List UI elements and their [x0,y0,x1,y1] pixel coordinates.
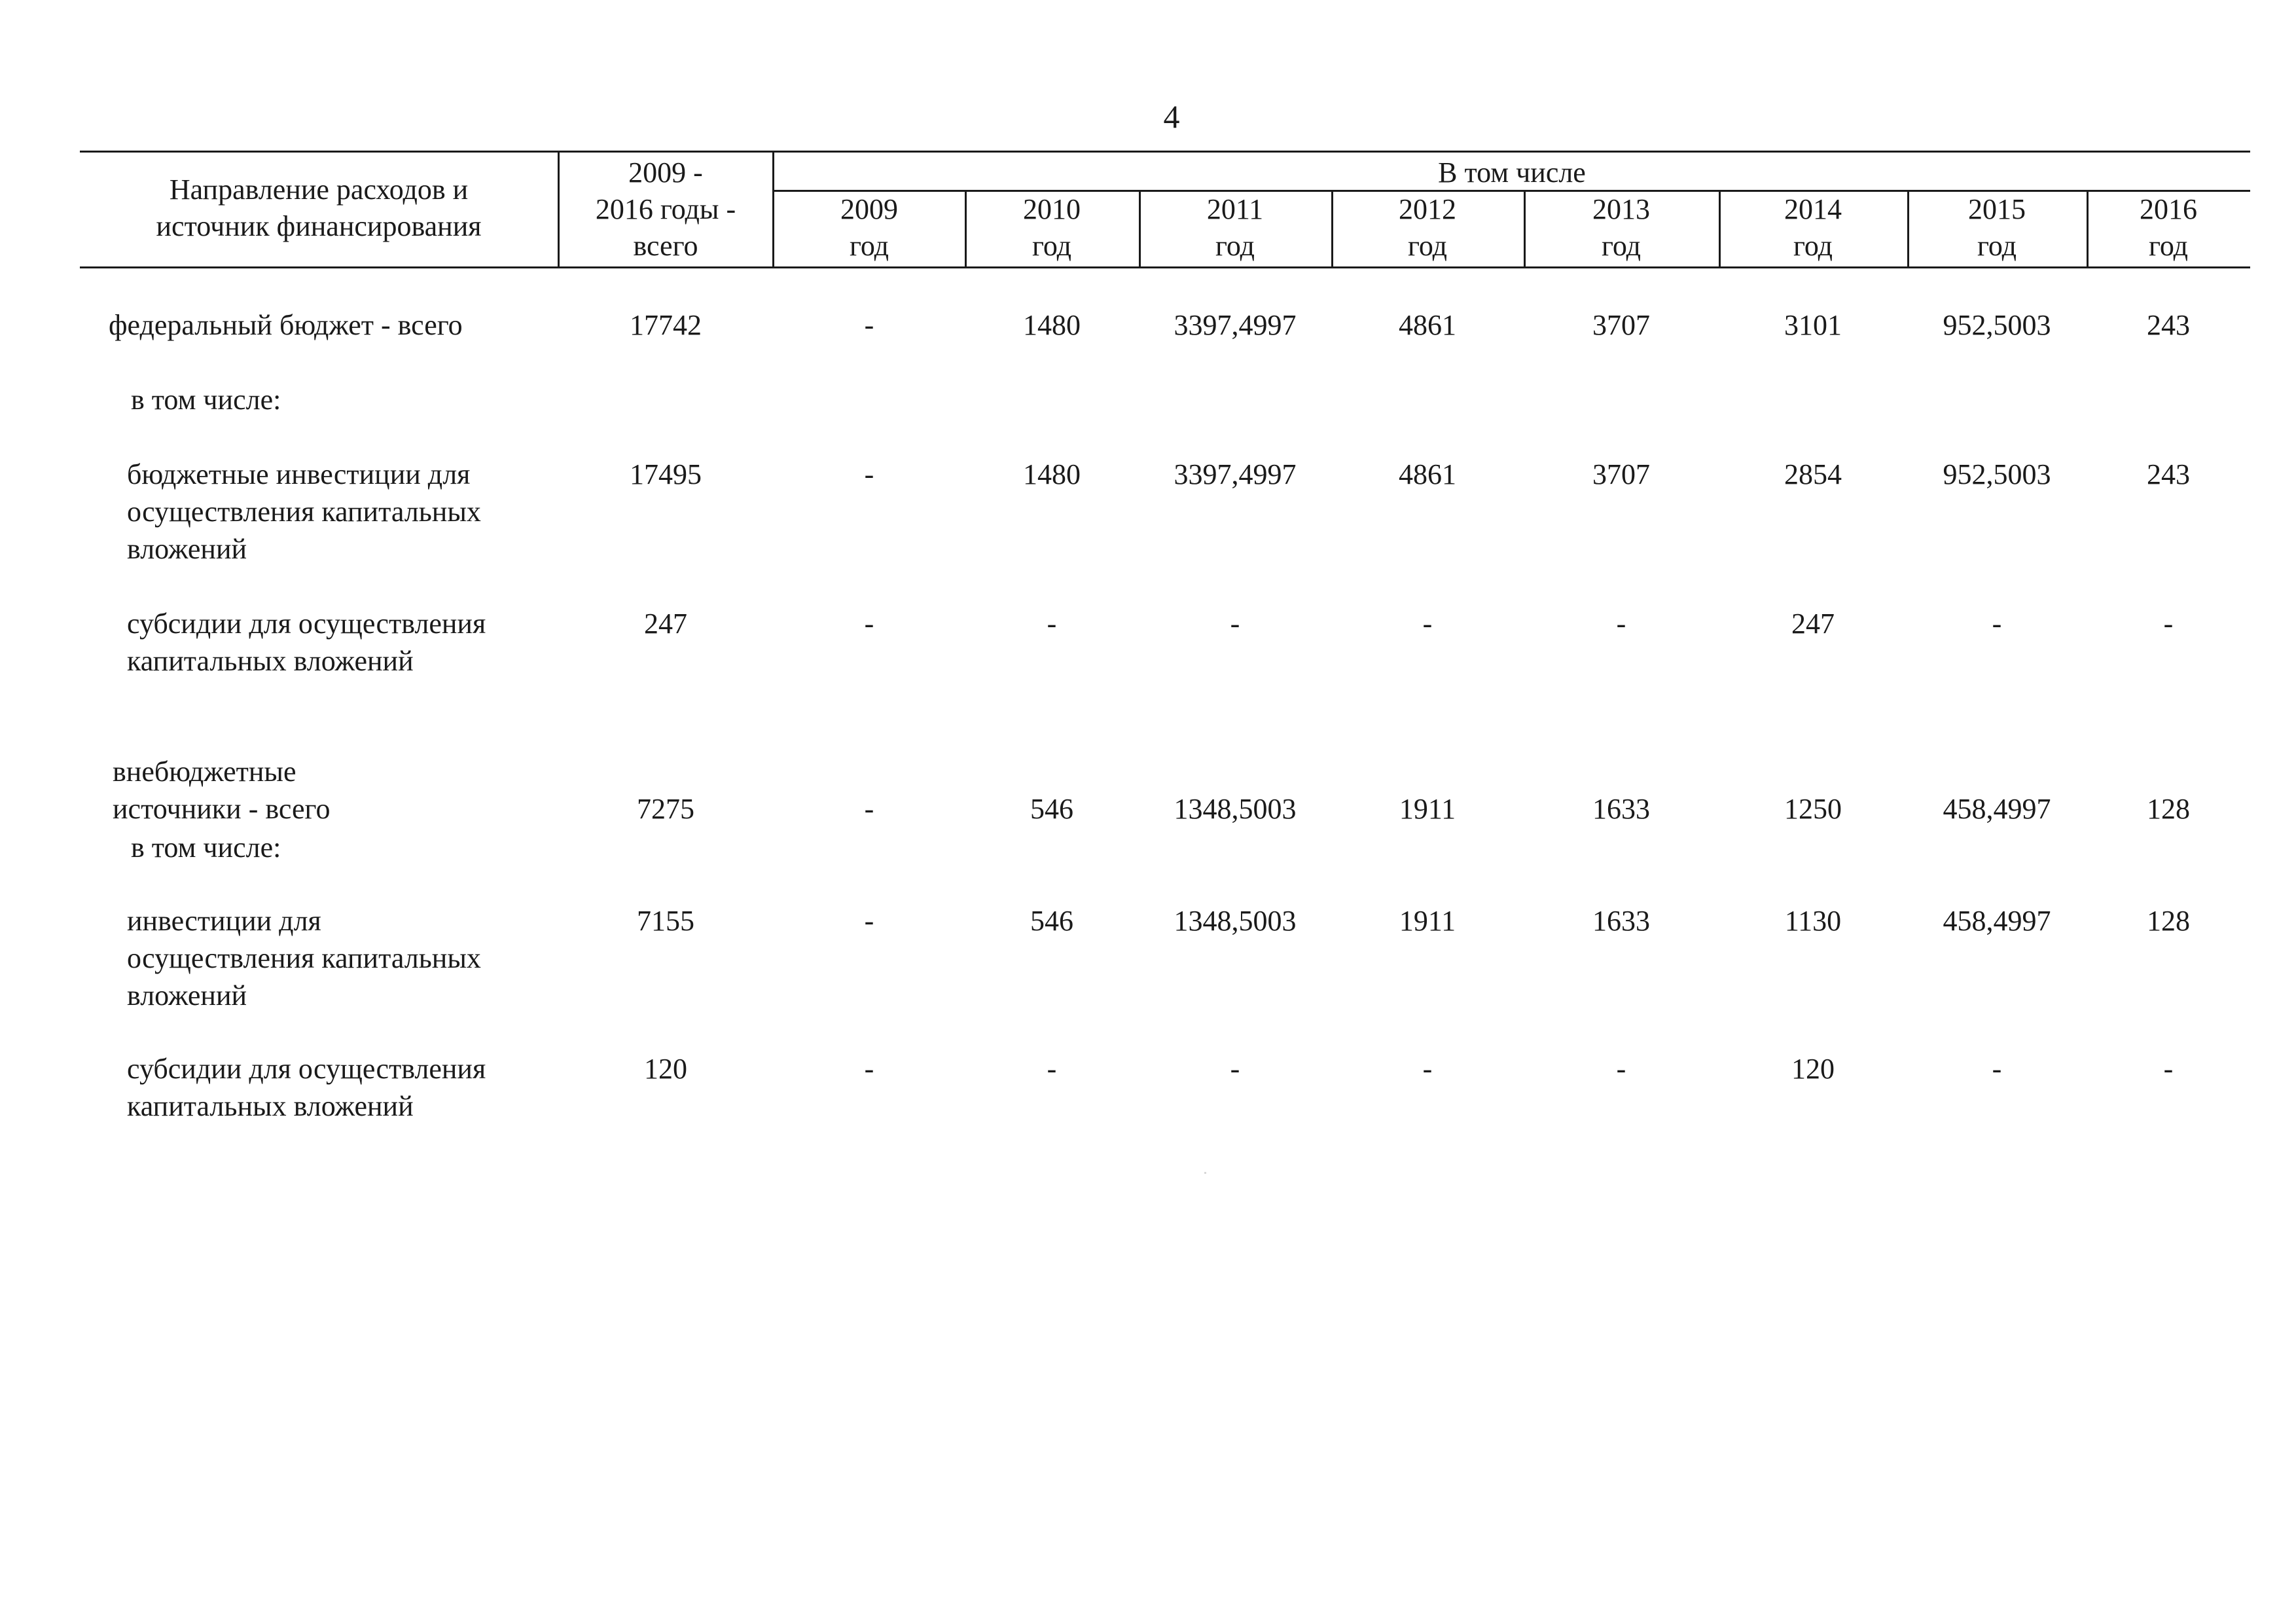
row-value-2010: - [1047,608,1057,640]
row-total: 17742 [630,309,702,341]
year-unit: год [1601,230,1641,262]
row-value-2010: 1480 [1023,309,1081,341]
row-value-2009: - [864,793,874,825]
row-value-2010: 546 [1030,905,1073,937]
year-number: 2009 [840,193,898,225]
row-value-2015: 458,4997 [1943,793,2051,825]
row-label [127,456,481,568]
row-value-2012: 4861 [1399,309,1456,341]
table-top-rule [80,151,2250,153]
row-value-2009: - [864,309,874,341]
year-header-2013 [1524,191,1719,264]
year-header-2010 [965,191,1139,264]
row-value-2012: 1911 [1399,905,1456,937]
row-value-2016: 243 [2147,458,2190,490]
row-value-2015: 952,5003 [1943,309,2051,341]
row-label-line: федеральный бюджет - всего [109,309,463,341]
scan-speck [1204,1172,1206,1174]
row-value-2012: 1911 [1399,793,1456,825]
row-value-2009: - [864,458,874,490]
row-total: 120 [644,1053,687,1085]
row-value-2015: 952,5003 [1943,458,2051,490]
row-label-line: осуществления капитальных [127,942,481,974]
row-label-line: вложений [127,979,247,1012]
row-value-2009: - [864,905,874,937]
row-value-2016: 128 [2147,905,2190,937]
row-label [131,381,281,418]
row-label-line: субсидии для осуществления [127,1053,486,1085]
row-value-2013: 3707 [1592,309,1650,341]
row-value-2013: - [1616,608,1626,640]
row-label [113,753,330,828]
header-direction-label: Направление расходов и источник финансирования [156,173,482,242]
row-label [127,605,486,680]
year-header-2009 [774,191,965,264]
row-value-2014: 2854 [1784,458,1842,490]
row-value-2014: 1250 [1784,793,1842,825]
row-total: 7275 [637,793,694,825]
row-total: 7155 [637,905,694,937]
year-number: 2014 [1784,193,1842,225]
year-number: 2011 [1206,193,1264,225]
row-label-line: субсидии для осуществления [127,608,486,640]
row-label [131,829,281,866]
row-value-2015: - [1992,608,2002,640]
year-header-2011 [1139,191,1331,264]
row-value-2016: - [2163,608,2174,640]
year-unit: год [2148,230,2189,262]
row-value-2015: - [1992,1053,2002,1085]
year-number: 2010 [1023,193,1081,225]
row-value-2013: - [1616,1053,1626,1085]
row-label-line: инвестиции для [127,905,321,937]
page-number: 4 [1163,98,1180,135]
year-number: 2016 [2140,193,2197,225]
row-total: 247 [644,608,687,640]
year-header-2015 [1907,191,2087,264]
row-value-2015: 458,4997 [1943,905,2051,937]
year-unit: год [1215,230,1255,262]
row-label-line: в том числе: [131,831,281,864]
row-value-2010: 546 [1030,793,1073,825]
year-unit: год [849,230,889,262]
row-value-2011: - [1230,1053,1240,1085]
row-label-line: источники - всего [113,793,331,825]
year-unit: год [1407,230,1448,262]
row-value-2016: 128 [2147,793,2190,825]
row-value-2013: 1633 [1592,905,1650,937]
row-value-2010: - [1047,1053,1057,1085]
year-unit: год [1031,230,1072,262]
year-number: 2015 [1968,193,2026,225]
row-label-line: капитальных вложений [127,1090,414,1122]
year-number: 2012 [1399,193,1456,225]
row-value-2010: 1480 [1023,458,1081,490]
row-label-line: в том числе: [131,384,281,416]
row-label-line: капитальных вложений [127,645,414,677]
year-number: 2013 [1592,193,1650,225]
row-value-2014: 1130 [1784,905,1842,937]
row-label-line: бюджетные инвестиции для [127,458,471,490]
header-bottom-rule [80,266,2250,268]
row-value-2011: - [1230,608,1240,640]
row-value-2013: 1633 [1592,793,1650,825]
year-unit: год [1977,230,2017,262]
row-label-line: осуществления капитальных [127,496,481,528]
row-value-2011: 1348,5003 [1174,905,1297,937]
row-value-2016: - [2163,1053,2174,1085]
row-value-2009: - [864,608,874,640]
row-total: 17495 [630,458,702,490]
row-label [109,306,463,344]
year-header-2012 [1331,191,1524,264]
row-value-2011: 3397,4997 [1174,309,1297,341]
row-value-2014: 247 [1791,608,1835,640]
row-value-2014: 3101 [1784,309,1842,341]
row-value-2014: 120 [1791,1053,1835,1085]
row-value-2012: - [1422,608,1433,640]
row-value-2012: - [1422,1053,1433,1085]
header-total: 2009 - 2016 годы - всего [595,156,736,262]
year-header-2016 [2087,191,2250,264]
row-label [127,1050,486,1125]
header-including: В том числе [1438,156,1586,189]
year-header-2014 [1719,191,1907,264]
row-value-2011: 3397,4997 [1174,458,1297,490]
row-label-line: вложений [127,533,247,565]
year-unit: год [1793,230,1833,262]
row-label [127,902,481,1014]
row-value-2009: - [864,1053,874,1085]
row-value-2016: 243 [2147,309,2190,341]
row-value-2011: 1348,5003 [1174,793,1297,825]
row-value-2013: 3707 [1592,458,1650,490]
row-label-line: внебюджетные [113,756,296,788]
row-value-2012: 4861 [1399,458,1456,490]
